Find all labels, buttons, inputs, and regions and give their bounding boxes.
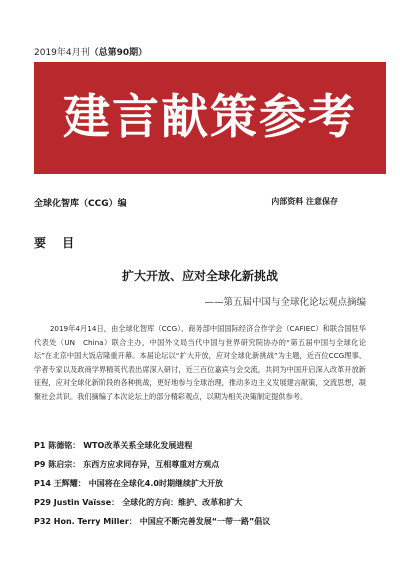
page-code: P1 [34, 441, 46, 450]
editor-credit: 全球化智库（CCG）编 [34, 199, 127, 209]
feature-subheadline: ——第五届中国与全球化论坛观点摘编 [204, 297, 366, 308]
contents-heading: 要 目 [34, 236, 81, 250]
item-title: 全球化的方向：维护、改革和扩大 [122, 498, 243, 507]
contents-item[interactable] [34, 516, 374, 535]
contents-item[interactable] [34, 440, 374, 459]
contents-item[interactable] [34, 497, 374, 516]
page-code: P14 [34, 479, 51, 488]
item-title: 中国将在全球化4.0时期继续扩大开放 [88, 479, 223, 488]
item-title: 中国应不断完善发展“一带一路”倡议 [139, 517, 271, 526]
publication-title: 建言献策参考 [63, 90, 357, 145]
speaker-name: 王辉耀： [53, 479, 86, 488]
title-banner [34, 62, 386, 174]
page-code: P9 [34, 460, 46, 469]
item-title: WTO改革关系全球化发展进程 [83, 441, 193, 450]
internal-note: 内部资料 注意保存 [271, 197, 338, 206]
contents-item[interactable] [34, 478, 374, 497]
contents-list [34, 440, 374, 535]
feature-headline: 扩大开放、应对全球化新挑战 [121, 269, 278, 283]
speaker-name: 陈启宗： [48, 460, 81, 469]
page-code: P29 [34, 498, 51, 507]
page-code: P32 [34, 517, 51, 526]
issue-line [34, 45, 147, 58]
issue-number: （总第90期） [89, 48, 148, 58]
speaker-name: Justin Vaïsse： [53, 498, 120, 507]
speaker-name: Hon. Terry Miller： [53, 517, 137, 526]
issue-date: 2019年4月刊 [34, 48, 90, 58]
speaker-name: 陈德铭： [48, 441, 81, 450]
feature-summary: 2019年4月14日，由全球化智库（CCG）、商务部中国国际经济合作学会（CAFIEC）和联合国驻华代表处（UN China）联合主办，中国外文局当代中国与世界研究院协办的“第五届中国与全球化论坛”在北京中国大饭店隆重开幕。本届论坛以“扩大开放，应对全球化新挑战”为主题，近百位CCG理事、学者专家以及政商学界精英代表出席深入研讨，近三百位嘉宾与会交流，共同为中国开启深入改革开放新征程，应对全球化新阶段的各种挑战，更好地参与全球治理，推动多边主义发展建言献策，交流思想，凝聚社会共识。我们摘编了本次论坛上的部分精彩观点，以期为相关决策制定提供参考。 [34, 324, 366, 401]
item-title: 东西方应求同存异，互相尊重对方观点 [83, 460, 220, 469]
contents-item[interactable] [34, 459, 374, 478]
